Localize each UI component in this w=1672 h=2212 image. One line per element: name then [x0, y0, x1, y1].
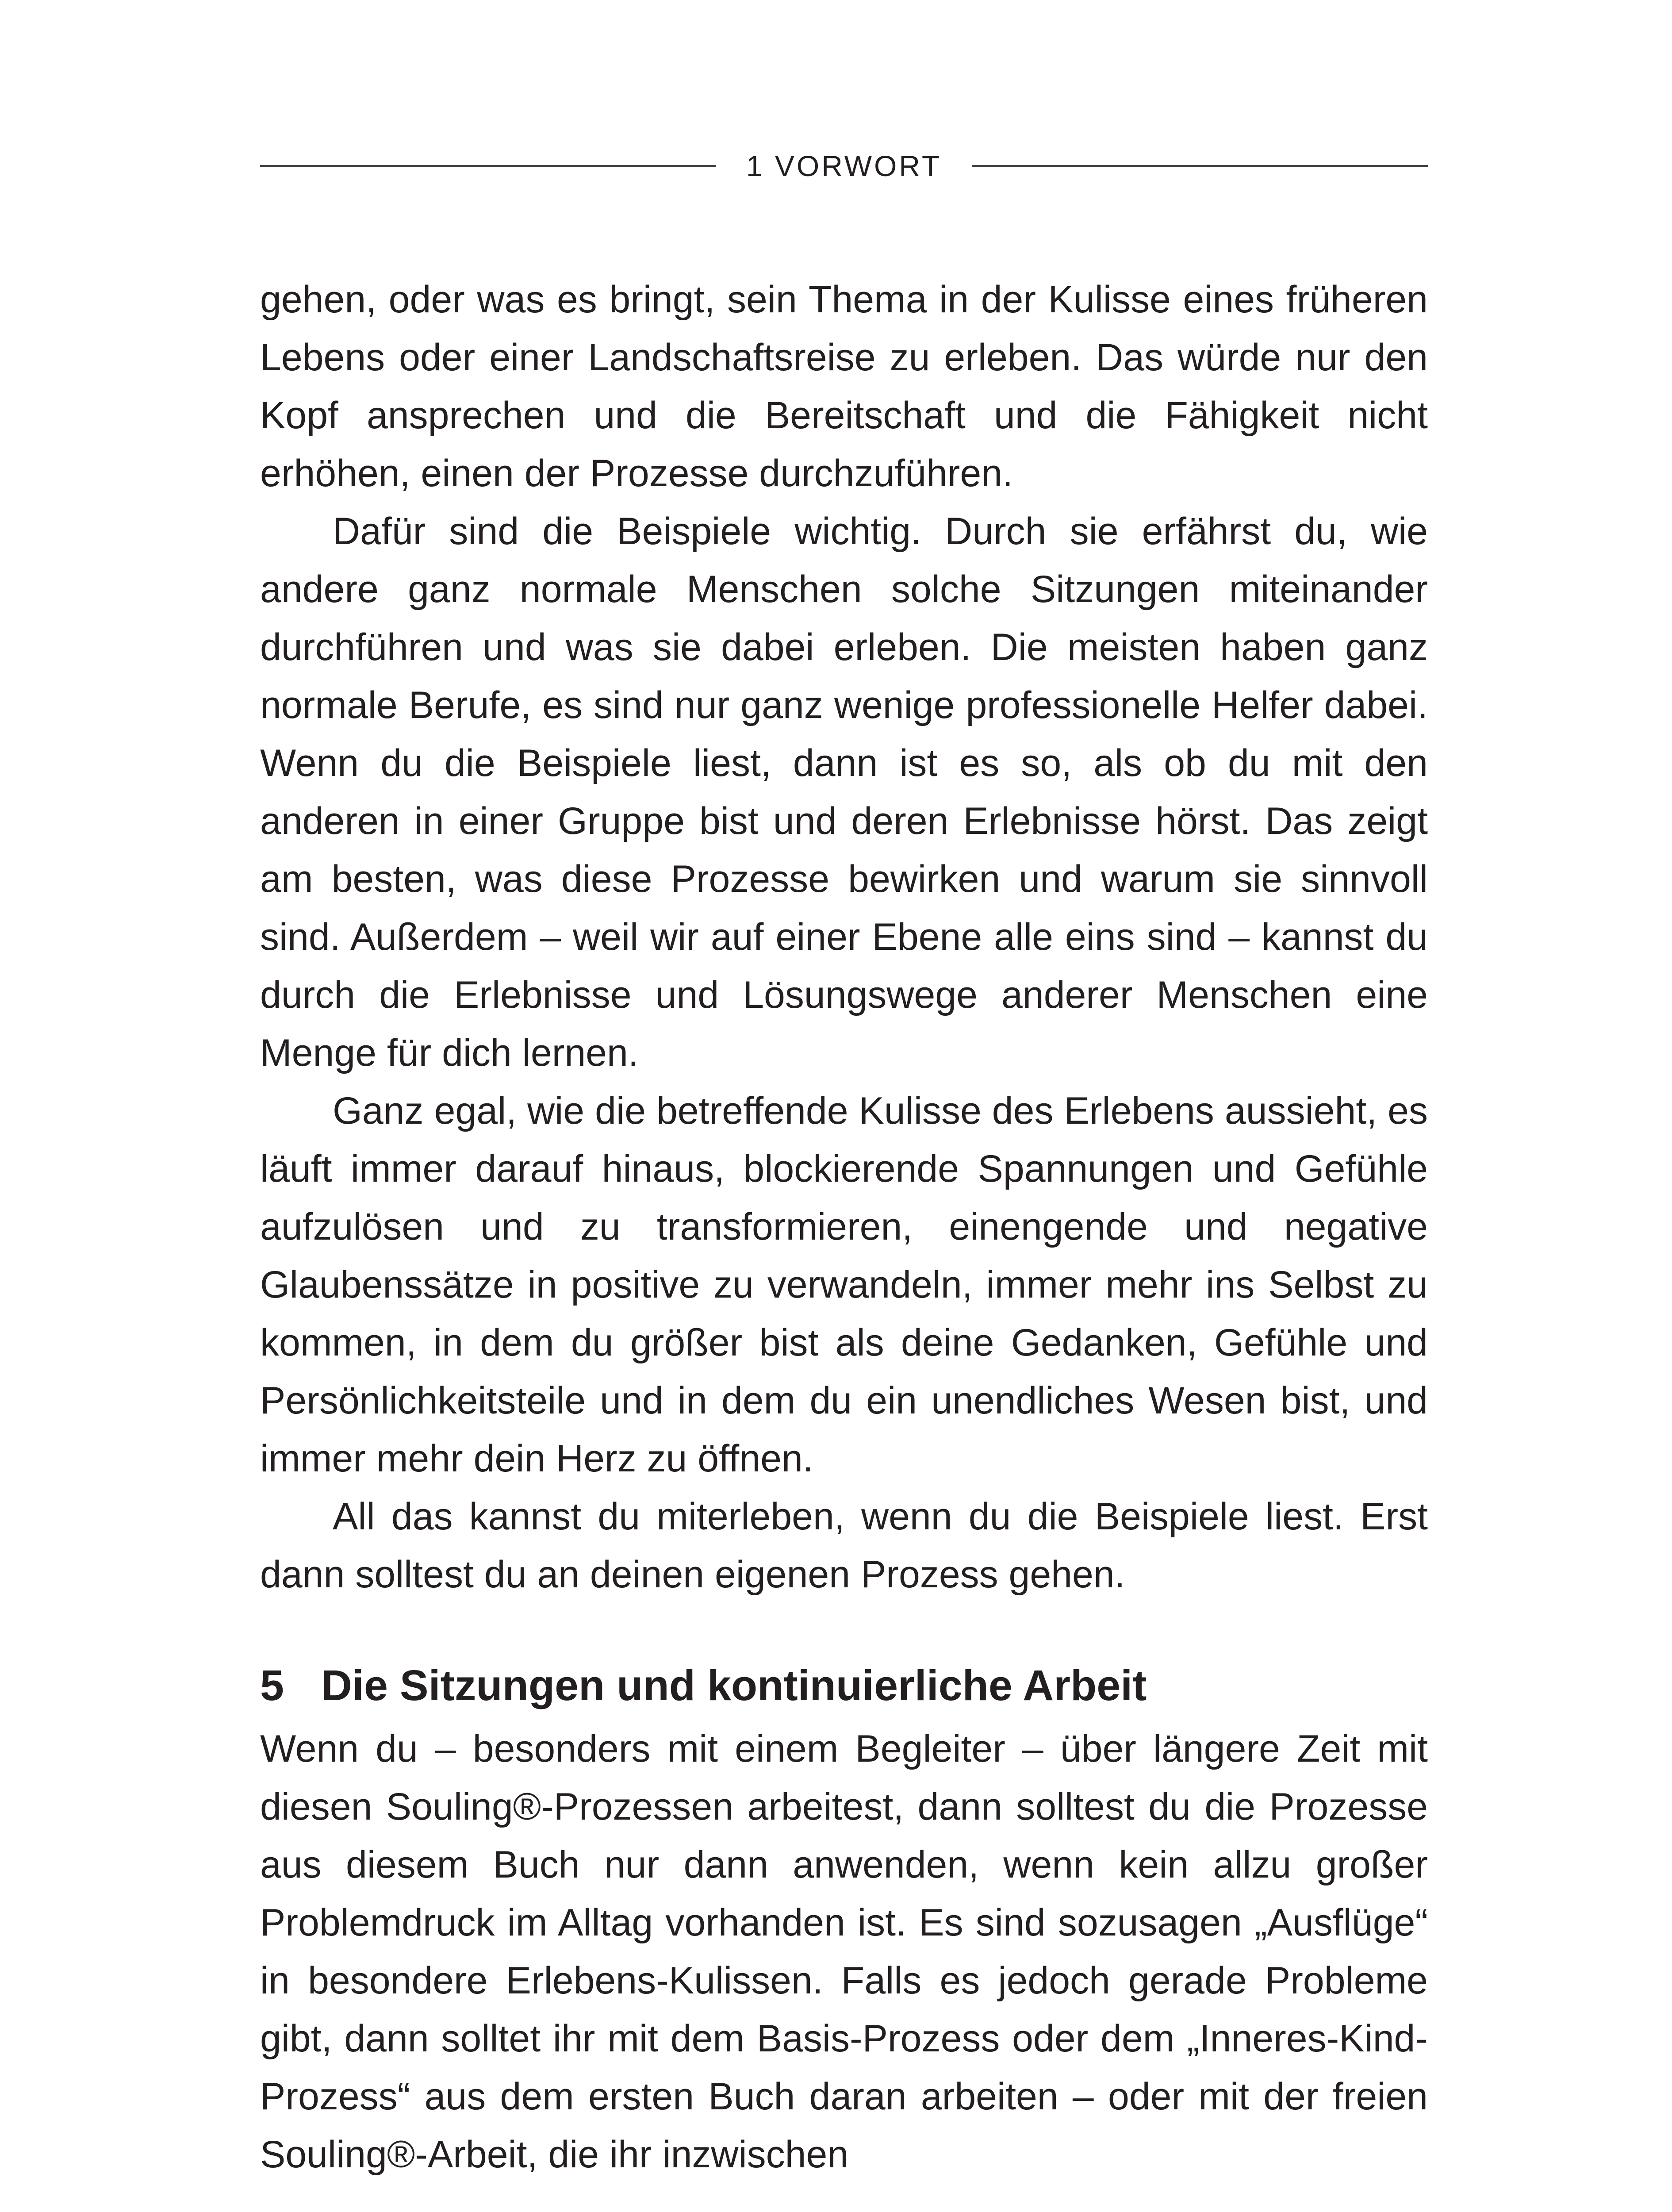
section-number: 5 — [260, 1661, 284, 1709]
body-text-block-1 — [260, 271, 1428, 1604]
section-title: Die Sitzungen und kontinuierliche Arbeit — [321, 1661, 1147, 1709]
paragraph-sitzungen: Wenn du – besonders mit einem Begleiter – über längere Zeit mit diesen Souling®-Prozessen arbeitest, dann solltest du die Prozesse aus diesem Buch nur dann anwenden, wenn kein allzu großer Problemdruck im Alltag vorhanden ist. Es sind sozusagen „Ausflüge“ in besondere Erlebens-Kulissen. Falls es jedoch gerade Probleme gibt, dann solltet ihr mit dem Basis-Prozess oder dem „Inneres-Kind-Prozess“ aus dem ersten Buch daran arbeiten – oder mit der freien Souling®-Arbeit, die ihr inzwischen — [260, 1728, 1428, 2176]
paragraph-examples: Dafür sind die Beispiele wichtig. Durch sie erfährst du, wie andere ganz normale Menschen solche Sitzungen miteinander durchführen und was sie dabei erleben. Die meisten haben ganz normale Berufe, es sind nur ganz wenige professionelle Helfer dabei. Wenn du die Beispiele liest, dann ist es so, als ob du mit den anderen in einer Gruppe bist und deren Erlebnisse hörst. Das zeigt am besten, was diese Prozesse bewirken und warum sie sinnvoll sind. Außerdem – weil wir auf einer Ebene alle eins sind – kannst du durch die Erlebnisse und Lösungswege anderer Menschen eine Menge für dich lernen. — [260, 510, 1428, 1074]
body-text-block-2 — [260, 1720, 1428, 2184]
running-head — [260, 146, 1428, 186]
paragraph-kulisse: Ganz egal, wie die betreffende Kulisse des Erlebens aussieht, es läuft immer darauf hinaus, blockierende Spannungen und Gefühle aufzulösen und zu transformieren, einengende und negative Glaubenssätze in positive zu verwandeln, immer mehr ins Selbst zu kommen, in dem du größer bist als deine Gedanken, Gefühle und Persönlichkeitsteile und in dem du ein unendliches Wesen bist, und immer mehr dein Herz zu öffnen. — [260, 1090, 1428, 1480]
running-head-rule-right — [972, 165, 1428, 167]
running-head-title: 1 VORWORT — [746, 150, 942, 182]
paragraph-continuation: gehen, oder was es bringt, sein Thema in der Kulisse eines früheren Lebens oder einer Landschaftsreise zu erleben. Das würde nur den Kopf ansprechen und die Bereitschaft und die Fähigkeit nicht erhöhen, einen der Prozesse durchzuführen. — [260, 278, 1428, 495]
running-head-rule-left — [260, 165, 716, 167]
paragraph-miterleben: All das kannst du miterleben, wenn du die Beispiele liest. Erst dann solltest du an deinen eigenen Prozess gehen. — [260, 1495, 1428, 1596]
section-heading — [260, 1657, 1428, 1714]
